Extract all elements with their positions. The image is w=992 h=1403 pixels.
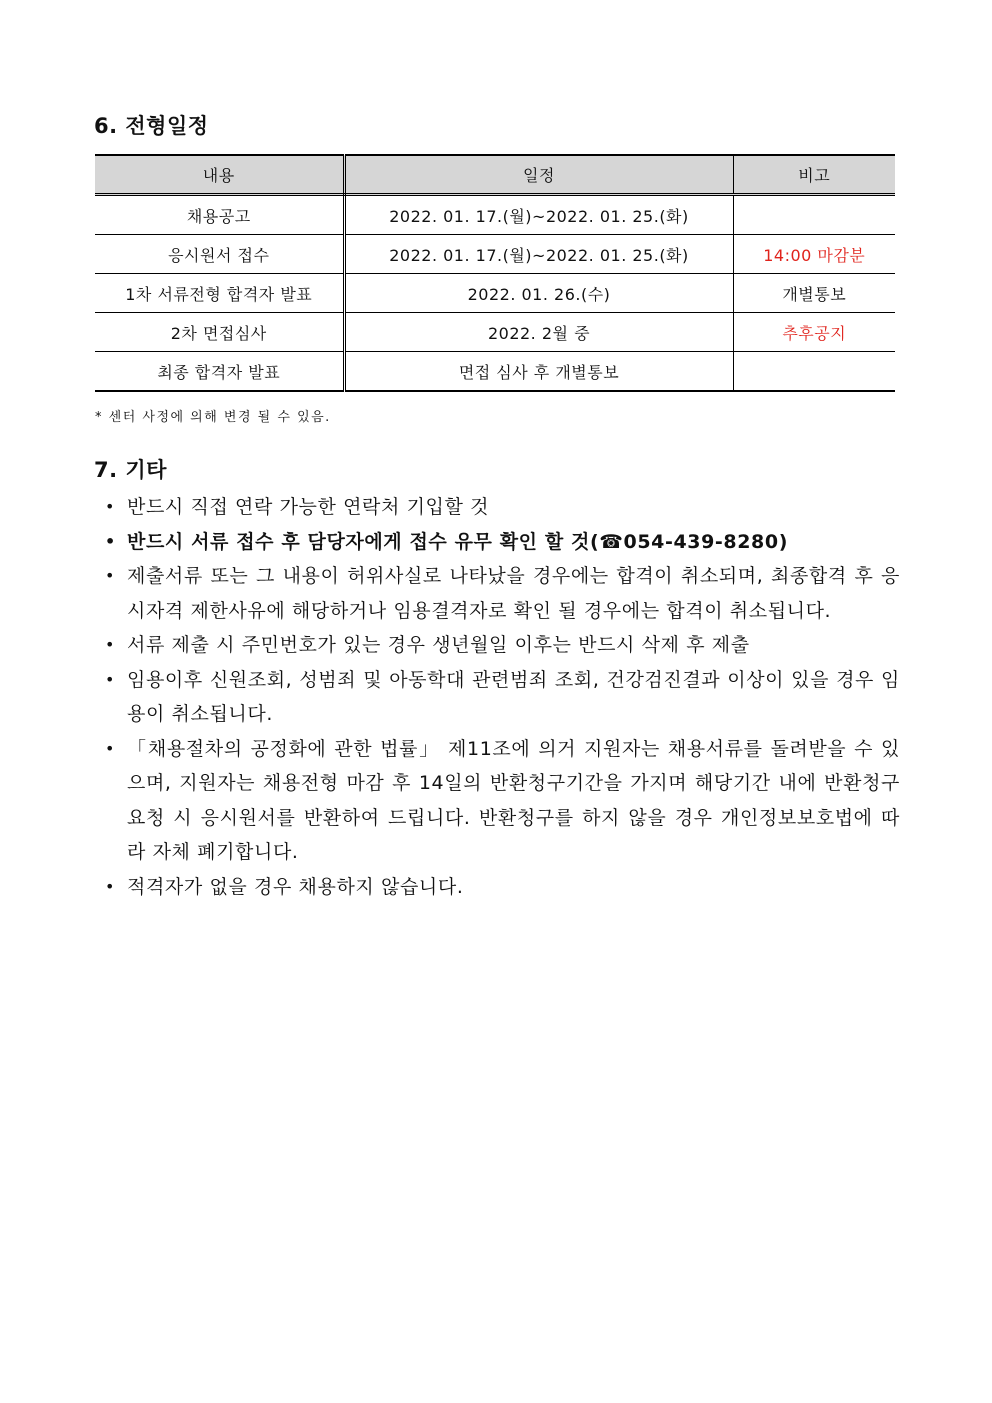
list-item-text: 서류 제출 시 주민번호가 있는 경우 생년월일 이후는 반드시 삭제 후 제출 — [127, 634, 750, 656]
bullet-icon: • — [105, 738, 116, 758]
list-item-text: 반드시 직접 연락 가능한 연락처 기입할 것 — [127, 496, 490, 518]
bullet-icon: • — [105, 497, 116, 516]
bullet-icon: • — [105, 635, 116, 654]
row-schedule: 2022. 01. 17.(월)~2022. 01. 25.(화) — [344, 195, 733, 235]
list-item-text: 제출서류 또는 그 내용이 허위사실로 나타났을 경우에는 합격이 취소되며, 최종합격 후 응시자격 제한사유에 해당하거나 임용결격자로 확인 될 경우에는 합격이 취소됩니다. — [127, 565, 900, 622]
list-item-text: 반드시 서류 접수 후 담당자에게 접수 유무 확인 할 것(☎054-439-8280) — [127, 530, 788, 553]
list-item — [96, 628, 900, 663]
bullet-icon: • — [105, 531, 116, 551]
schedule-footnote: * 센터 사정에 의해 변경 될 수 있음. — [95, 410, 331, 425]
misc-list — [96, 490, 900, 904]
section-6-title: 6. 전형일정 — [94, 114, 209, 138]
list-item — [96, 525, 900, 560]
row-schedule: 2022. 01. 26.(수) — [344, 274, 733, 313]
row-note: 추후공지 — [733, 313, 895, 352]
list-item-text: 임용이후 신원조회, 성범죄 및 아동학대 관련범죄 조회, 건강검진결과 이상이 있을 경우 임용이 취소됩니다. — [127, 668, 900, 725]
section-7-title: 7. 기타 — [94, 458, 167, 482]
list-item — [96, 559, 900, 628]
table-row — [95, 274, 895, 313]
list-item-text: 적격자가 없을 경우 채용하지 않습니다. — [127, 875, 464, 898]
list-item-text: 「채용절차의 공정화에 관한 법률」 제11조에 의거 지원자는 채용서류를 돌려받을 수 있으며, 지원자는 채용전형 마감 후 14일의 반환청구기간을 가지며 해당기간 내에 반환청구 요청 시 응시원서를 반환하여 드립니다. 반환청구를 하지 않을 경우 개인정보보호법에 따라 자체 폐기합니다. — [127, 737, 900, 863]
header-content: 내용 — [95, 155, 344, 195]
row-schedule: 면접 심사 후 개별통보 — [344, 352, 733, 392]
row-content: 최종 합격자 발표 — [95, 352, 344, 392]
list-item — [96, 870, 900, 905]
row-note — [733, 195, 895, 235]
row-note — [733, 352, 895, 392]
table-row — [95, 313, 895, 352]
table-row — [95, 195, 895, 235]
row-note: 개별통보 — [733, 274, 895, 313]
header-note: 비고 — [733, 155, 895, 195]
table-header-row — [95, 155, 895, 195]
schedule-table — [95, 154, 895, 392]
row-content: 응시원서 접수 — [95, 235, 344, 274]
list-item — [96, 732, 900, 870]
row-content: 채용공고 — [95, 195, 344, 235]
row-content: 2차 면접심사 — [95, 313, 344, 352]
row-schedule: 2022. 01. 17.(월)~2022. 01. 25.(화) — [344, 235, 733, 274]
list-item — [96, 663, 900, 732]
bullet-icon: • — [105, 876, 116, 896]
bullet-icon: • — [105, 669, 116, 689]
bullet-icon: • — [105, 566, 116, 585]
list-item — [96, 490, 900, 525]
row-note: 14:00 마감분 — [733, 235, 895, 274]
row-schedule: 2022. 2월 중 — [344, 313, 733, 352]
table-row — [95, 352, 895, 392]
row-content: 1차 서류전형 합격자 발표 — [95, 274, 344, 313]
header-schedule: 일정 — [344, 155, 733, 195]
table-row — [95, 235, 895, 274]
